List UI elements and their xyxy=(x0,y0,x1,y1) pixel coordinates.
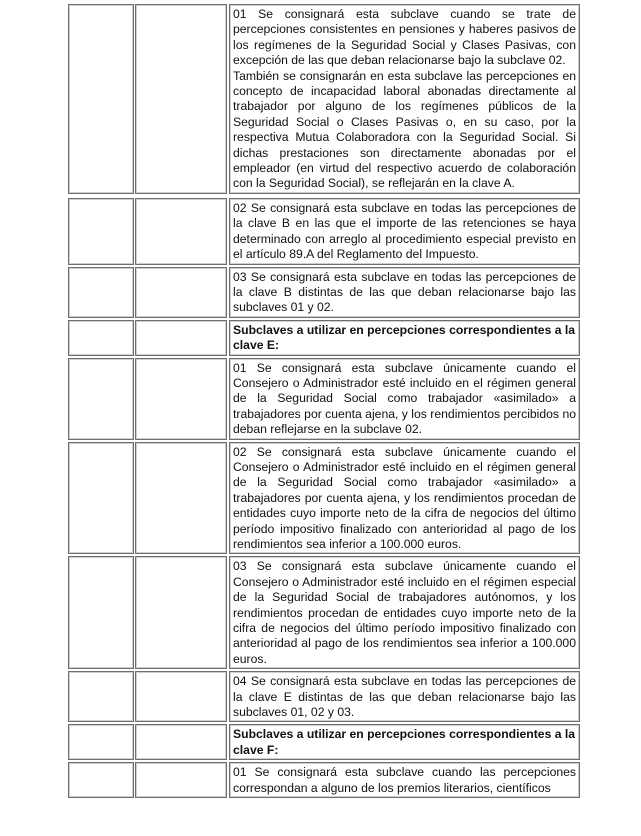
table-row xyxy=(68,198,580,265)
empty-cell-key xyxy=(68,671,134,722)
paragraph: 04 Se consignará esta subclave en todas las percepciones de la clave E distintas de las que deban relacionarse bajo las subclaves 01, 02 y 03. xyxy=(233,674,576,720)
table-row xyxy=(68,671,580,722)
empty-cell-subkey xyxy=(135,671,227,722)
description-cell xyxy=(229,198,580,265)
description-cell xyxy=(229,442,580,555)
empty-cell-key xyxy=(68,198,134,265)
empty-cell-subkey xyxy=(135,267,227,318)
empty-cell-subkey xyxy=(135,442,227,555)
empty-cell-key xyxy=(68,556,134,669)
table-row xyxy=(68,267,580,318)
paragraph: 02 Se consignará esta subclave en todas las percepciones de la clave B en las que el importe de las retenciones se haya determinado con arreglo al procedimiento especial previsto en el artículo 89.A del Reglamento del Impuesto. xyxy=(233,200,576,262)
empty-cell-subkey xyxy=(135,762,227,798)
section-heading-cell xyxy=(229,724,580,760)
empty-cell-subkey xyxy=(135,320,227,356)
table-row xyxy=(68,724,580,760)
table-row xyxy=(68,358,580,440)
paragraph: 02 Se consignará esta subclave únicamente cuando el Consejero o Administrador esté incluido en el régimen general de la Seguridad Social como trabajador «asimilado» a trabajadores por cuenta ajena, y los rendimientos procedan de entidades cuyo importe neto de la cifra de negocios del último período impositivo finalizado con anterioridad al pago de los rendimientos sea inferior a 100.000 euros. xyxy=(233,444,576,551)
empty-cell-key xyxy=(68,762,134,798)
table-row xyxy=(68,320,580,356)
empty-cell-subkey xyxy=(135,724,227,760)
paragraph: También se consignarán en esta subclave las percepciones en concepto de incapacidad laboral abonadas directamente al trabajador por alguno de los regímenes públicos de la Seguridad Social o Clases Pasivas o, en su caso, por la respectiva Mutua Colaboradora con la Seguridad Social. Si dichas prestaciones son directamente abonadas por el empleador (en virtud del respectivo acuerdo de colaboración con la Seguridad Social), se reflejarán en la clave A. xyxy=(233,68,576,191)
empty-cell-key xyxy=(68,442,134,555)
description-cell xyxy=(229,267,580,318)
paragraph: 01 Se consignará esta subclave únicamente cuando el Consejero o Administrador esté incluido en el régimen general de la Seguridad Social como trabajador «asimilado» a trabajadores por cuenta ajena, y los rendimientos percibidos no deban reflejarse en la subclave 02. xyxy=(233,360,576,437)
paragraph: 03 Se consignará esta subclave únicamente cuando el Consejero o Administrador esté incluido en el régimen especial de la Seguridad Social de trabajadores autónomos, y los rendimientos procedan de entidades cuyo importe neto de la cifra de negocios del último período impositivo finalizado con anterioridad al pago de los rendimientos sea inferior a 100.000 euros. xyxy=(233,559,576,666)
description-cell xyxy=(229,762,580,798)
table-row xyxy=(68,442,580,555)
description-cell xyxy=(229,4,580,194)
section-heading: Subclaves a utilizar en percepciones correspondientes a la clave F: xyxy=(233,727,576,757)
empty-cell-key xyxy=(68,358,134,440)
paragraph: 01 Se consignará esta subclave cuando las percepciones correspondan a alguno de los premios literarios, científicos xyxy=(233,765,576,795)
empty-cell-key xyxy=(68,724,134,760)
empty-cell-subkey xyxy=(135,4,227,194)
empty-cell-key xyxy=(68,4,134,194)
table-row xyxy=(68,762,580,798)
paragraph: 03 Se consignará esta subclave en todas las percepciones de la clave B distintas de las que deban relacionarse bajo las subclaves 01 y 02. xyxy=(233,269,576,315)
empty-cell-subkey xyxy=(135,198,227,265)
paragraph: 01 Se consignará esta subclave cuando se trate de percepciones consistentes en pensiones y haberes pasivos de los regímenes de la Seguridad Social y Clases Pasivas, con excepción de las que deban relacionarse bajo la subclave 02. xyxy=(233,7,576,68)
empty-cell-key xyxy=(68,267,134,318)
empty-cell-subkey xyxy=(135,556,227,669)
section-heading-cell xyxy=(229,320,580,356)
table-row xyxy=(68,4,580,194)
section-heading: Subclaves a utilizar en percepciones correspondientes a la clave E: xyxy=(233,322,576,353)
empty-cell-subkey xyxy=(135,358,227,440)
description-cell xyxy=(229,358,580,440)
description-cell xyxy=(229,671,580,722)
description-cell xyxy=(229,556,580,669)
empty-cell-key xyxy=(68,320,134,356)
subclave-table xyxy=(68,4,580,800)
table-row xyxy=(68,556,580,669)
